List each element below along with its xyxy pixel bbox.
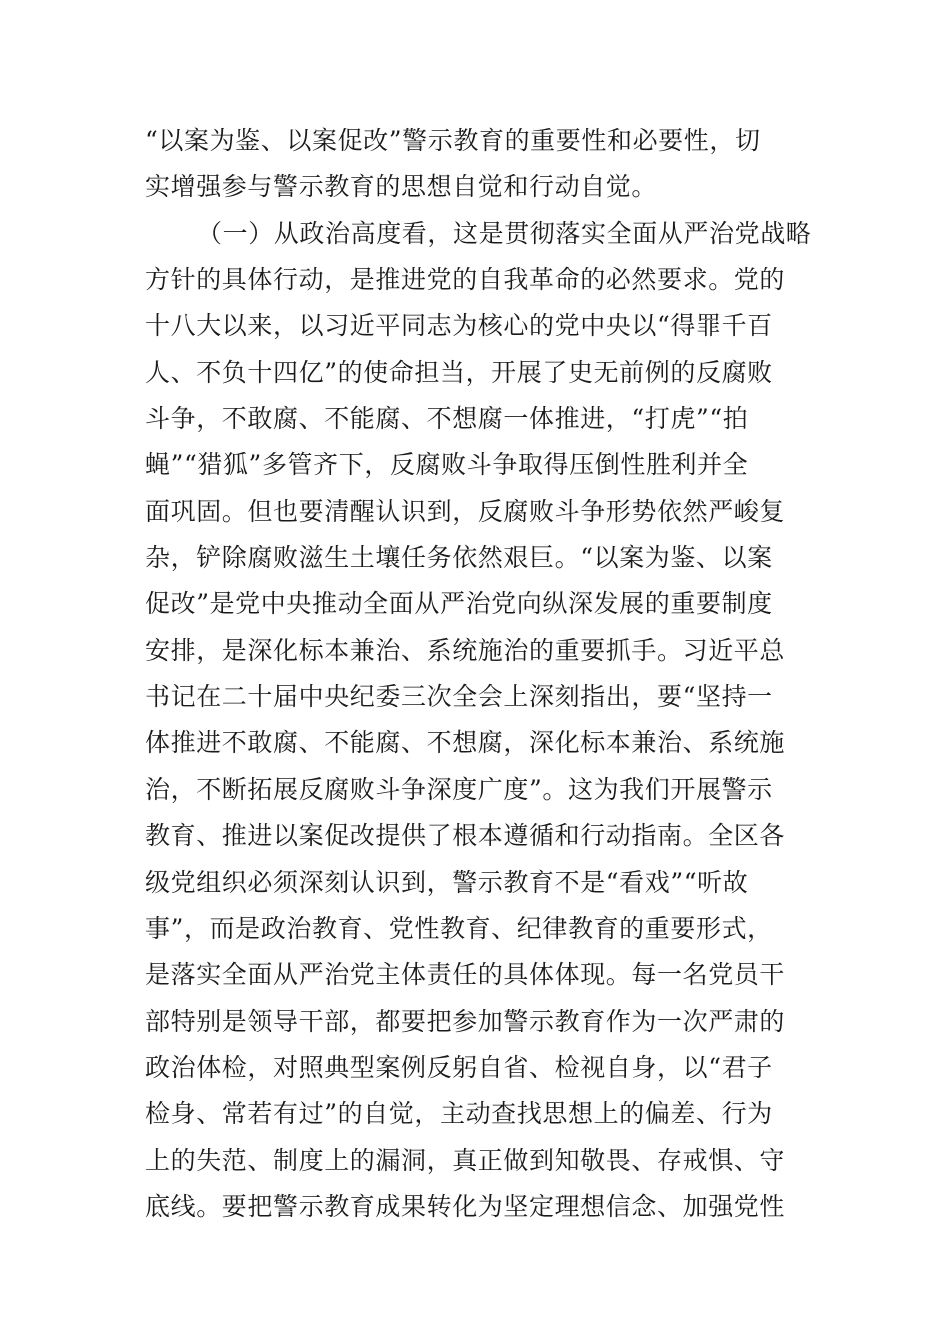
text-line: 蝇”“猎狐”多管齐下，反腐败斗争取得压倒性胜利并全 <box>145 450 749 480</box>
body-text <box>145 118 812 1230</box>
text-line: 事”，而是政治教育、党性教育、纪律教育的重要形式， <box>145 913 773 943</box>
text-line: “以案为鉴、以案促改”警示教育的重要性和必要性，切 <box>145 126 761 155</box>
text-line: 斗争，不敢腐、不能腐、不想腐一体推进，“打虎”“拍 <box>145 404 749 434</box>
text-line: 部特别是领导干部，都要把参加警示教育作为一次严肃的 <box>145 1006 786 1036</box>
text-line: 是落实全面从严治党主体责任的具体体现。每一名党员干 <box>145 960 786 990</box>
text-line: 书记在二十届中央纪委三次全会上深刻指出，要“坚持一 <box>145 682 773 712</box>
text-line: 政治体检，对照典型案例反躬自省、检视自身，以“君子 <box>145 1052 773 1082</box>
text-line: 检身、常若有过”的自觉，主动查找思想上的偏差、行为 <box>145 1099 773 1129</box>
text-line: 上的失范、制度上的漏洞，真正做到知敬畏、存戒惧、守 <box>145 1145 786 1175</box>
text-line: 底线。要把警示教育成果转化为坚定理想信念、加强党性 <box>145 1191 786 1221</box>
text-line: 安排，是深化标本兼治、系统施治的重要抓手。习近平总 <box>145 635 786 665</box>
text-line: 面巩固。但也要清醒认识到，反腐败斗争形势依然严峻复 <box>145 496 786 526</box>
section-heading-line: （一）从政治高度看，这是贯彻落实全面从严治党战略 <box>197 218 812 248</box>
text-line: 人、不负十四亿”的使命担当，开展了史无前例的反腐败 <box>145 357 773 387</box>
text-line: 十八大以来，以习近平同志为核心的党中央以“得罪千百 <box>145 311 773 341</box>
text-line: 杂，铲除腐败滋生土壤任务依然艰巨。“以案为鉴、以案 <box>145 543 773 573</box>
text-line: 促改”是党中央推动全面从严治党向纵深发展的重要制度 <box>145 589 773 619</box>
text-line: 教育、推进以案促改提供了根本遵循和行动指南。全区各 <box>145 821 786 851</box>
text-line: 级党组织必须深刻认识到，警示教育不是“看戏”“听故 <box>145 867 749 897</box>
text-line: 实增强参与警示教育的思想自觉和行动自觉。 <box>145 172 658 202</box>
text-line: 治，不断拓展反腐败斗争深度广度”。这为我们开展警示 <box>145 774 773 804</box>
text-line: 体推进不敢腐、不能腐、不想腐，深化标本兼治、系统施 <box>145 728 786 758</box>
text-line: 方针的具体行动，是推进党的自我革命的必然要求。党的 <box>145 265 786 295</box>
